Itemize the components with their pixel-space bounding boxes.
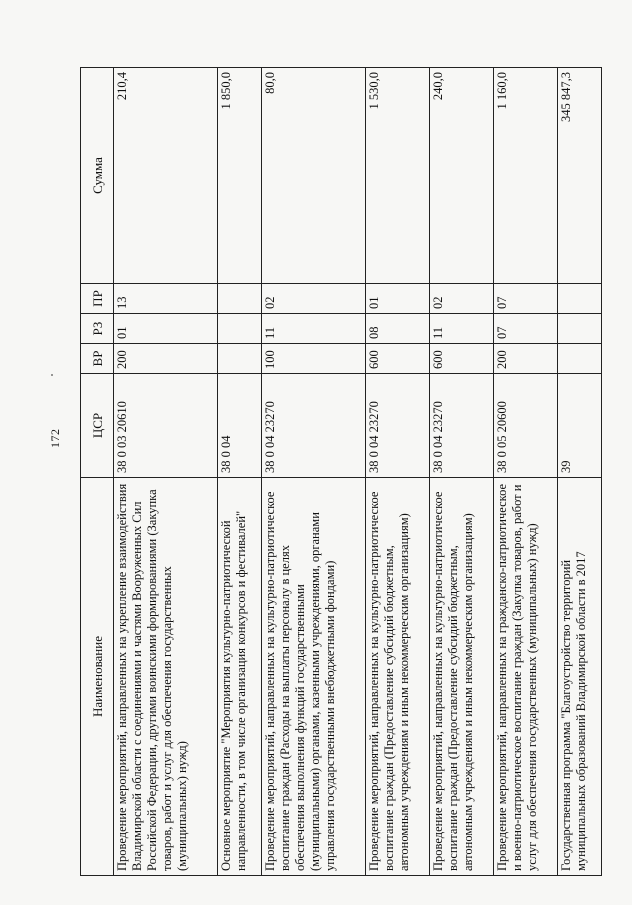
cell-rz: 08: [366, 314, 430, 344]
cell-rz: 01: [114, 314, 218, 344]
page-number: 172: [48, 428, 62, 448]
cell-name: Проведение мероприятий, направленных на культурно-патриотическое воспитание граждан (Предоставление субсидий бюджетным, автономным учреждениям и иным некоммерческим организациям): [430, 478, 494, 876]
cell-sum: 1 530,0: [366, 68, 430, 284]
cell-rz: 11: [430, 314, 494, 344]
cell-name: Проведение мероприятий, направленных на гражданско-патриотическое и военно-патриотическое воспитание граждан (Закупка товаров, работ и услуг для обеспечения государственных (муниципальных) нужд): [494, 478, 558, 876]
header-name: Наименование: [81, 478, 114, 876]
cell-vr: 100: [262, 344, 366, 374]
cell-vr: 200: [114, 344, 218, 374]
cell-vr: [558, 344, 602, 374]
cell-pr: 01: [366, 284, 430, 314]
cell-name: Основное мероприятие "Мероприятия культурно-патриотической направленности, в том числе организация конкурсов и фестивалей": [218, 478, 262, 876]
table-header-row: [81, 68, 114, 876]
cell-name: Государственная программа "Благоустройство территорий муниципальных образований Владимирской области в 2017: [558, 478, 602, 876]
cell-pr: 02: [262, 284, 366, 314]
cell-name: Проведение мероприятий, направленных на культурно-патриотическое воспитание граждан (Расходы на выплаты персоналу в целях обеспечения выполнения функций государственными (муниципальными) органами, казенными учреждениями, органами управления государственными внебюджетными фондами): [262, 478, 366, 876]
table-row: [262, 68, 366, 876]
header-vr: ВР: [81, 344, 114, 374]
cell-csr: 38 0 03 20610: [114, 374, 218, 478]
cell-vr: 600: [430, 344, 494, 374]
cell-sum: 210,4: [114, 68, 218, 284]
cell-vr: [218, 344, 262, 374]
cell-sum: 345 847,3: [558, 68, 602, 284]
cell-sum: 1 850,0: [218, 68, 262, 284]
header-rz: РЗ: [81, 314, 114, 344]
table-row: [114, 68, 218, 876]
cell-sum: 80,0: [262, 68, 366, 284]
header-pr: ПР: [81, 284, 114, 314]
cell-rz: [558, 314, 602, 344]
cell-csr: 38 0 05 20600: [494, 374, 558, 478]
budget-table: [80, 67, 602, 876]
table-row: [218, 68, 262, 876]
cell-sum: 240,0: [430, 68, 494, 284]
header-csr: ЦСР: [81, 374, 114, 478]
table-row: [366, 68, 430, 876]
cell-pr: [218, 284, 262, 314]
header-sum: Сумма: [81, 68, 114, 284]
table-rotated-container: [80, 68, 602, 876]
cell-rz: [218, 314, 262, 344]
scan-speck: [51, 374, 53, 376]
table-row: [494, 68, 558, 876]
cell-sum: 1 160,0: [494, 68, 558, 284]
cell-csr: 38 0 04 23270: [430, 374, 494, 478]
cell-pr: [558, 284, 602, 314]
table-row: [558, 68, 602, 876]
cell-vr: 600: [366, 344, 430, 374]
cell-rz: 11: [262, 314, 366, 344]
cell-name: Проведение мероприятий, направленных на укрепление взаимодействия Владимирской области с соединениями и частями Вооруженных Сил Российской Федерации, другими воинскими формированиями (Закупка товаров, работ и услуг для обеспечения государственных (муниципальных) нужд): [114, 478, 218, 876]
cell-rz: 07: [494, 314, 558, 344]
cell-name: Проведение мероприятий, направленных на культурно-патриотическое воспитание граждан (Предоставление субсидий бюджетным, автономным учреждениям и иным некоммерческим организациям): [366, 478, 430, 876]
cell-csr: 38 0 04 23270: [262, 374, 366, 478]
cell-pr: 02: [430, 284, 494, 314]
cell-pr: 13: [114, 284, 218, 314]
cell-pr: 07: [494, 284, 558, 314]
cell-csr: 38 0 04: [218, 374, 262, 478]
cell-vr: 200: [494, 344, 558, 374]
cell-csr: 38 0 04 23270: [366, 374, 430, 478]
table-row: [430, 68, 494, 876]
cell-csr: 39: [558, 374, 602, 478]
